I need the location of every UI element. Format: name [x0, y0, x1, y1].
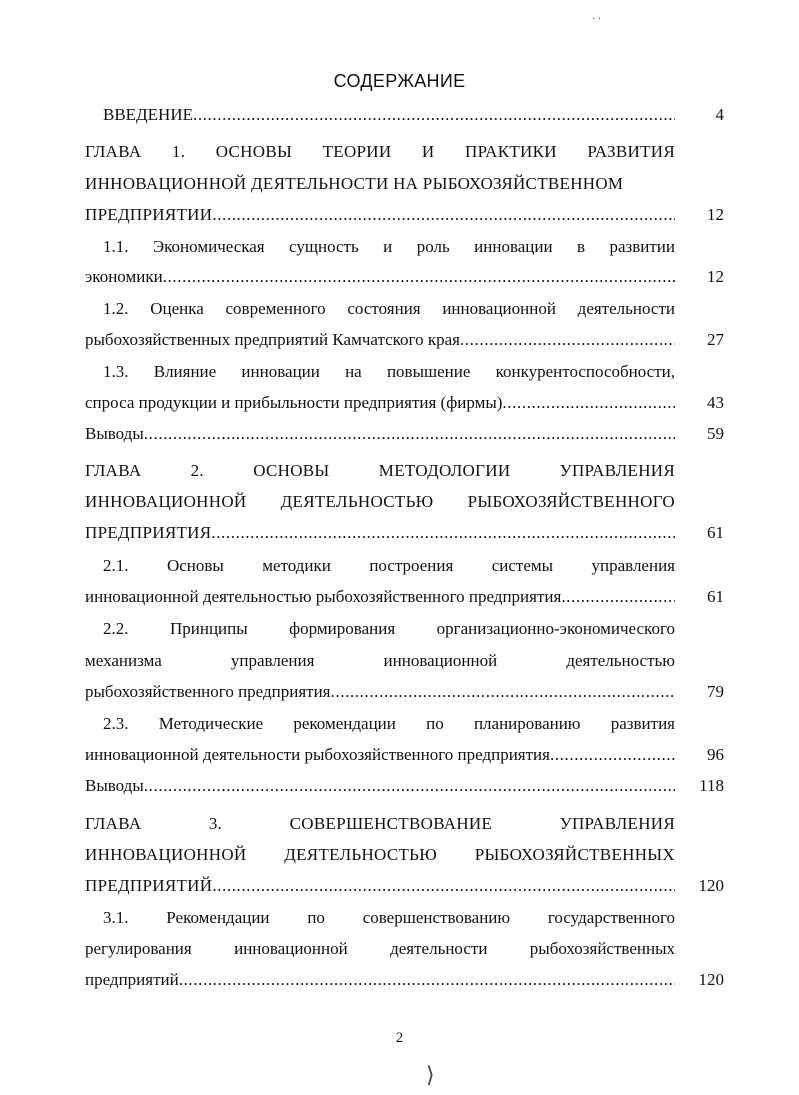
- section-1-1-line-2[interactable]: экономики .....: [85, 266, 675, 288]
- section-2-1-line-1[interactable]: 2.1. Основы методики построения системы управления: [103, 556, 675, 575]
- section-2-2-line-3[interactable]: рыбохозяйственного предприятия .....: [85, 681, 675, 703]
- section-1-2-line-1[interactable]: 1.2. Оценка современного состояния инновационной деятельности: [103, 299, 675, 318]
- scan-mark: ⟩: [426, 1062, 435, 1087]
- toc-entry-chapter-1-conclusions[interactable]: Выводы .....: [85, 423, 675, 445]
- section-2-2-line-2[interactable]: механизма управления инновационной деятельностью: [85, 651, 675, 670]
- section-3-1-line-2[interactable]: регулирования инновационной деятельности рыбохозяйственных: [85, 939, 675, 958]
- section-1-3-line-1[interactable]: 1.3. Влияние инновации на повышение конкурентоспособности,: [103, 362, 675, 381]
- section-2-3-line-2[interactable]: инновационной деятельности рыбохозяйственного предприятия .....: [85, 744, 675, 766]
- chapter-1-heading-line-3[interactable]: ПРЕДПРИЯТИИ .....: [85, 204, 675, 226]
- page-number: 2: [395, 1030, 404, 1046]
- chapter-1-heading-line-1[interactable]: ГЛАВА 1. ОСНОВЫ ТЕОРИИ И ПРАКТИКИ РАЗВИТИЯ: [85, 142, 675, 161]
- toc-entry-chapter-2-conclusions[interactable]: Выводы .....: [85, 775, 675, 797]
- toc-page-chapter-2: 61: [707, 523, 724, 542]
- toc-page-chapter-2-conclusions: 118: [699, 776, 724, 795]
- section-2-1-line-2[interactable]: инновационной деятельностью рыбохозяйственного предприятия .....: [85, 586, 675, 608]
- section-2-3-line-1[interactable]: 2.3. Методические рекомендации по планированию развития: [103, 714, 675, 733]
- toc-page-section-2-1: 61: [707, 587, 724, 606]
- toc-page-section-1-3: 43: [707, 393, 724, 412]
- page-title: СОДЕРЖАНИЕ: [333, 71, 466, 91]
- section-1-2-line-2[interactable]: рыбохозяйственных предприятий Камчатского края .....: [85, 329, 675, 351]
- section-2-2-line-1[interactable]: 2.2. Принципы формирования организационно-экономического: [103, 619, 675, 638]
- toc-entry-intro[interactable]: [103, 104, 675, 126]
- toc-page-section-1-2: 27: [707, 330, 724, 349]
- chapter-3-heading-line-3[interactable]: ПРЕДПРИЯТИЙ .....: [85, 875, 675, 897]
- chapter-1-heading-line-2[interactable]: ИННОВАЦИОННОЙ ДЕЯТЕЛЬНОСТИ НА РЫБОХОЗЯЙСТВЕННОМ: [85, 174, 624, 193]
- scan-speck: · ·: [592, 14, 602, 25]
- toc-page-section-1-1: 12: [707, 267, 724, 286]
- chapter-2-heading-line-1[interactable]: ГЛАВА 2. ОСНОВЫ МЕТОДОЛОГИИ УПРАВЛЕНИЯ: [85, 461, 675, 480]
- toc-entry-text: ВВЕДЕНИЕ: [103, 105, 193, 124]
- chapter-3-heading-line-1[interactable]: ГЛАВА 3. СОВЕРШЕНСТВОВАНИЕ УПРАВЛЕНИЯ: [85, 814, 675, 833]
- toc-page-intro: 4: [715, 105, 724, 124]
- chapter-3-heading-line-2[interactable]: ИННОВАЦИОННОЙ ДЕЯТЕЛЬНОСТЬЮ РЫБОХОЗЯЙСТВЕННЫХ: [85, 845, 675, 864]
- section-3-1-line-1[interactable]: 3.1. Рекомендации по совершенствованию государственного: [103, 908, 675, 927]
- chapter-2-heading-line-2[interactable]: ИННОВАЦИОННОЙ ДЕЯТЕЛЬНОСТЬЮ РЫБОХОЗЯЙСТВЕННОГО: [85, 492, 675, 511]
- section-3-1-line-3[interactable]: предприятий .....: [85, 969, 675, 991]
- section-1-3-line-2[interactable]: спроса продукции и прибыльности предприятия (фирмы) .....: [85, 392, 675, 414]
- section-1-1-line-1[interactable]: 1.1. Экономическая сущность и роль инновации в развитии: [103, 237, 675, 256]
- toc-page-chapter-1-conclusions: 59: [707, 424, 724, 443]
- toc-page-section-2-2: 79: [707, 682, 724, 701]
- toc-page-chapter-3: 120: [698, 876, 724, 895]
- toc-page-section-3-1: 120: [698, 970, 724, 989]
- toc-page-section-2-3: 96: [707, 745, 724, 764]
- chapter-2-heading-line-3[interactable]: ПРЕДПРИЯТИЯ .....: [85, 522, 675, 544]
- toc-page-chapter-1: 12: [707, 205, 724, 224]
